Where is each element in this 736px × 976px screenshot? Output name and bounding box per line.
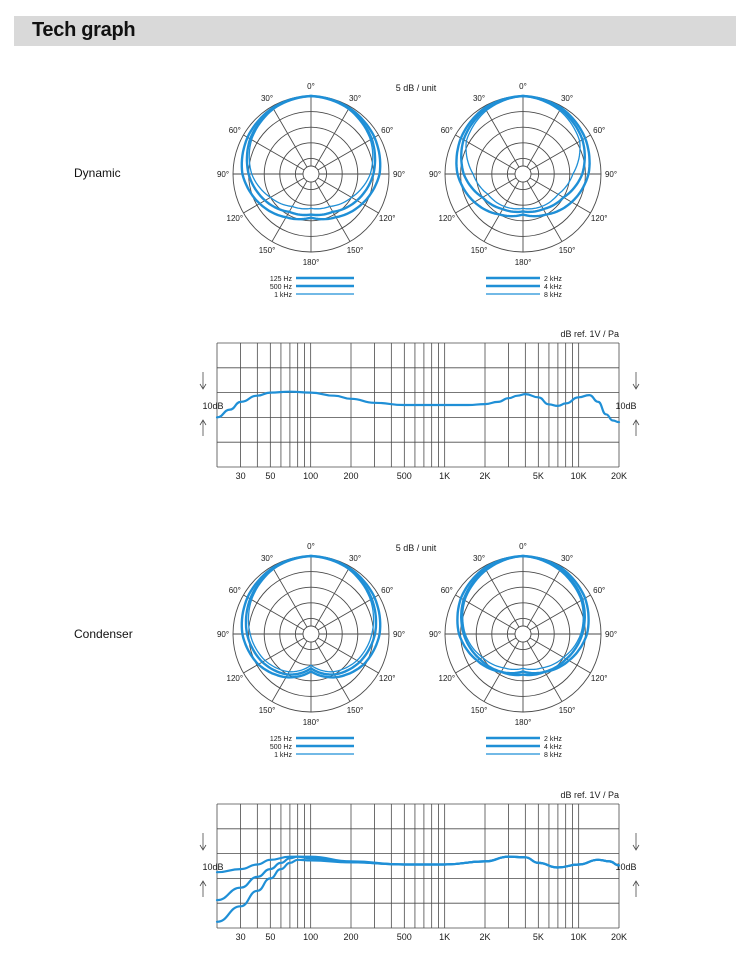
legend-label: 1 kHz: [274, 292, 292, 299]
polar-angle-label: 30°: [348, 93, 362, 103]
polar-angle-label: 90°: [428, 170, 442, 179]
polar-angle-label: 0°: [519, 82, 527, 91]
polar-angle-label: 0°: [307, 82, 315, 91]
polar-angle-label: 0°: [307, 542, 315, 551]
freq-curve-3: [217, 857, 619, 922]
polar-angle-label: 30°: [560, 553, 574, 563]
polar-angle-label: 120°: [590, 214, 608, 223]
polar-angle-label: 30°: [348, 553, 362, 563]
polar-angle-label: 150°: [258, 706, 276, 716]
freq-tick-label: 500: [396, 471, 412, 481]
polar-angle-label: 150°: [558, 246, 576, 256]
freq-tick-label: 50: [265, 932, 276, 942]
frequency-response-dynamic: [200, 329, 639, 481]
polar-angle-label: 90°: [604, 170, 618, 179]
legend-label: 1 kHz: [274, 752, 292, 759]
polar-plot-dynamic-low: [217, 82, 405, 299]
polar-angle-label: 90°: [392, 630, 406, 639]
polar-center-ring: [303, 626, 319, 642]
polar-angle-label: 180°: [514, 258, 532, 267]
freq-tick-label: 1K: [439, 932, 451, 942]
polar-angle-label: 120°: [226, 214, 244, 223]
legend-label: 500 Hz: [269, 744, 292, 751]
polar-angle-label: 150°: [346, 246, 364, 256]
legend-label: 8 kHz: [544, 752, 562, 759]
polar-angle-label: 120°: [378, 214, 396, 223]
polar-angle-label: 180°: [514, 718, 532, 727]
freq-tick-label: 2K: [479, 471, 491, 481]
freq-tick-label: 100: [303, 932, 319, 942]
freq-ref-label: dB ref. 1V / Pa: [560, 329, 619, 339]
freq-tick-label: 200: [343, 932, 359, 942]
polar-angle-label: 60°: [593, 586, 606, 595]
freq-tick-label: 50: [265, 471, 276, 481]
polar-angle-label: 30°: [260, 553, 274, 563]
polar-angle-label: 120°: [438, 214, 456, 223]
polar-angle-label: 150°: [470, 246, 488, 256]
polar-angle-label: 30°: [472, 553, 486, 563]
polar-angle-label: 60°: [440, 586, 453, 595]
legend-label: 2 kHz: [544, 736, 562, 743]
polar-angle-label: 60°: [228, 586, 241, 595]
polar-angle-label: 90°: [604, 630, 618, 639]
freq-tick-label: 30: [235, 932, 246, 942]
polar-angle-label: 60°: [440, 126, 453, 135]
section-label-dynamic: Dynamic: [74, 166, 121, 180]
legend-label: 8 kHz: [544, 292, 562, 299]
legend-label: 500 Hz: [269, 284, 292, 291]
polar-angle-label: 180°: [302, 718, 320, 727]
freq-tick-label: 10K: [570, 932, 587, 942]
polar-plot-dynamic-high: [396, 82, 617, 299]
legend-label: 4 kHz: [544, 284, 562, 291]
polar-scale-label: 5 dB / unit: [395, 83, 437, 93]
polar-angle-label: 90°: [428, 630, 442, 639]
section-label-condenser: Condenser: [74, 627, 133, 641]
freq-tick-label: 1K: [439, 471, 451, 481]
polar-angle-label: 60°: [228, 126, 241, 135]
page-title: Tech graph: [32, 19, 136, 41]
polar-angle-label: 30°: [560, 93, 574, 103]
level-label: 10dB: [202, 401, 224, 411]
polar-angle-label: 120°: [590, 674, 608, 683]
polar-angle-label: 150°: [346, 706, 364, 716]
freq-tick-label: 500: [396, 932, 412, 942]
polar-plot-condenser-low: [217, 542, 405, 759]
polar-angle-label: 60°: [381, 586, 394, 595]
polar-angle-label: 30°: [472, 93, 486, 103]
freq-tick-label: 5K: [532, 471, 544, 481]
legend-label: 125 Hz: [269, 736, 292, 743]
legend-label: 125 Hz: [269, 276, 292, 283]
polar-angle-label: 60°: [593, 126, 606, 135]
polar-angle-label: 120°: [438, 674, 456, 683]
polar-angle-label: 90°: [216, 630, 230, 639]
polar-angle-label: 30°: [260, 93, 274, 103]
polar-angle-label: 150°: [258, 246, 276, 256]
polar-angle-label: 120°: [378, 674, 396, 683]
freq-tick-label: 10K: [570, 471, 587, 481]
polar-angle-label: 90°: [216, 170, 230, 179]
frequency-response-condenser: [200, 790, 639, 942]
freq-ref-label: dB ref. 1V / Pa: [560, 790, 619, 800]
legend-label: 4 kHz: [544, 744, 562, 751]
legend-label: 2 kHz: [544, 276, 562, 283]
level-label: 10dB: [202, 862, 224, 872]
polar-angle-label: 150°: [470, 706, 488, 716]
polar-angle-label: 60°: [381, 126, 394, 135]
freq-tick-label: 30: [235, 471, 246, 481]
freq-tick-label: 2K: [479, 932, 491, 942]
polar-angle-label: 150°: [558, 706, 576, 716]
polar-angle-label: 120°: [226, 674, 244, 683]
level-label: 10dB: [615, 401, 637, 411]
polar-center-ring: [515, 166, 531, 182]
polar-center-ring: [515, 626, 531, 642]
polar-center-ring: [303, 166, 319, 182]
freq-tick-label: 20K: [610, 471, 628, 481]
freq-tick-label: 20K: [610, 932, 628, 942]
polar-angle-label: 90°: [392, 170, 406, 179]
freq-tick-label: 200: [343, 471, 359, 481]
freq-tick-label: 5K: [532, 932, 544, 942]
polar-scale-label: 5 dB / unit: [395, 543, 437, 553]
level-label: 10dB: [615, 862, 637, 872]
freq-tick-label: 100: [303, 471, 319, 481]
polar-angle-label: 0°: [519, 542, 527, 551]
polar-angle-label: 180°: [302, 258, 320, 267]
polar-plot-condenser-high: [396, 542, 617, 759]
